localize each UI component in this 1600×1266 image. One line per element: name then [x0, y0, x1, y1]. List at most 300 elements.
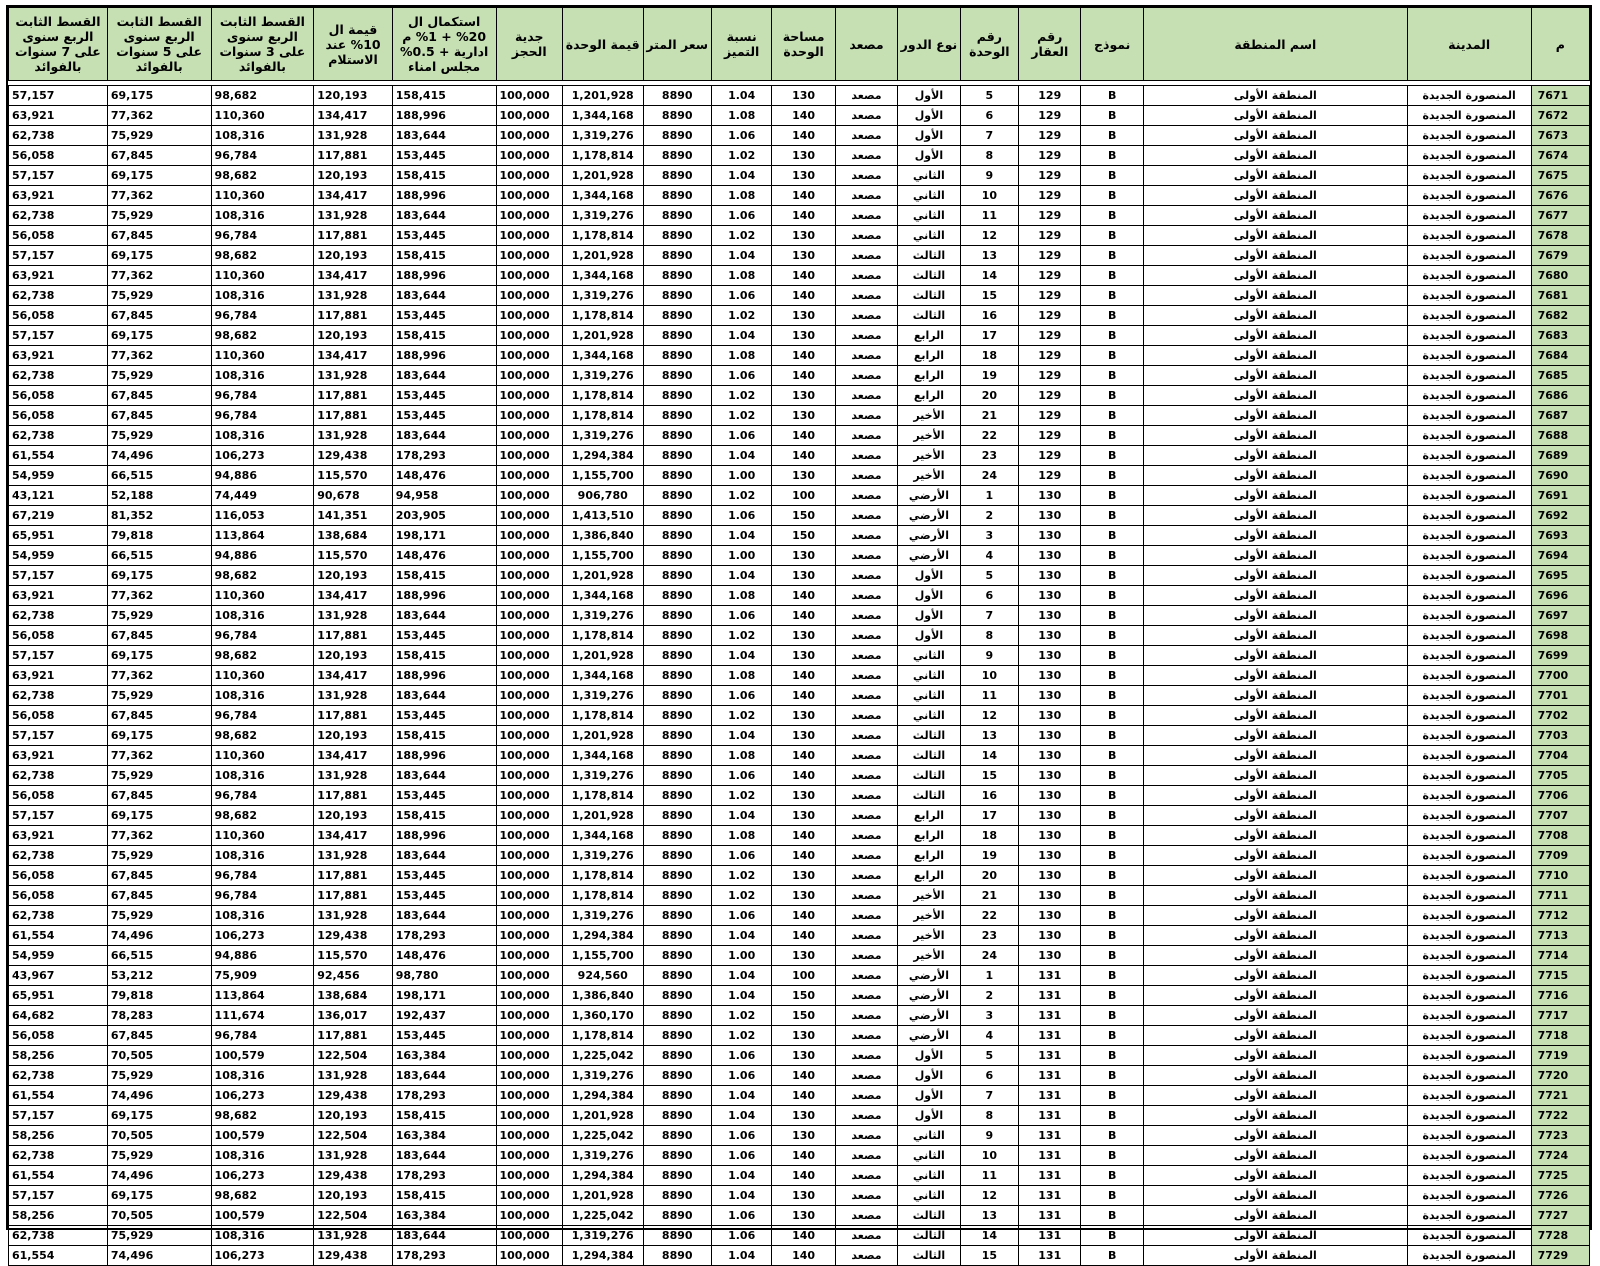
cell-q5: 77,362 [107, 186, 211, 206]
cell-building: 130 [1019, 726, 1081, 746]
cell-model: B [1081, 466, 1143, 486]
cell-handover: 117,881 [314, 306, 393, 326]
cell-floor: الثاني [898, 706, 960, 726]
cell-model: B [1081, 266, 1143, 286]
cell-q5: 74,496 [107, 926, 211, 946]
cell-premium: 1.06 [711, 1046, 771, 1066]
cell-deposit: 100,000 [496, 246, 562, 266]
cell-floor: الثالث [898, 1246, 960, 1266]
cell-building: 131 [1019, 1046, 1081, 1066]
cell-unit-value: 906,780 [562, 486, 643, 506]
cell-unit-value: 1,319,276 [562, 846, 643, 866]
cell-elevator: مصعد [835, 586, 897, 606]
cell-handover: 117,881 [314, 146, 393, 166]
cell-floor: الأول [898, 1086, 960, 1106]
cell-unit: 16 [960, 306, 1018, 326]
cell-q5: 67,845 [107, 146, 211, 166]
cell-handover: 138,684 [314, 986, 393, 1006]
cell-q3: 94,886 [211, 946, 314, 966]
cell-area: 140 [772, 746, 835, 766]
table-row [9, 406, 1590, 426]
cell-building: 129 [1019, 446, 1081, 466]
cell-handover: 120,193 [314, 86, 393, 106]
cell-building: 129 [1019, 406, 1081, 426]
cell-deposit: 100,000 [496, 706, 562, 726]
cell-price-m: 8890 [643, 606, 711, 626]
cell-completion: 183,644 [392, 1066, 496, 1086]
cell-price-m: 8890 [643, 566, 711, 586]
cell-model: B [1081, 806, 1143, 826]
cell-q7: 62,738 [9, 766, 108, 786]
cell-completion: 188,996 [392, 666, 496, 686]
cell-unit: 13 [960, 1206, 1018, 1226]
cell-price-m: 8890 [643, 406, 711, 426]
price-sheet [6, 5, 1592, 1262]
cell-unit-value: 1,155,700 [562, 946, 643, 966]
cell-building: 130 [1019, 866, 1081, 886]
cell-floor: الثالث [898, 1206, 960, 1226]
cell-unit-value: 1,413,510 [562, 506, 643, 526]
cell-unit: 24 [960, 466, 1018, 486]
cell-unit: 2 [960, 506, 1018, 526]
cell-floor: الأرضي [898, 486, 960, 506]
cell-q7: 62,738 [9, 906, 108, 926]
cell-handover: 134,417 [314, 586, 393, 606]
cell-q7: 56,058 [9, 386, 108, 406]
cell-zone: المنطقة الأولى [1143, 606, 1407, 626]
cell-elevator: مصعد [835, 386, 897, 406]
cell-premium: 1.06 [711, 906, 771, 926]
cell-unit: 9 [960, 646, 1018, 666]
cell-q5: 77,362 [107, 826, 211, 846]
header-completion: استكمال ال 20% + 1% م ادارية + 0.5% مجلس امناء [392, 8, 496, 81]
cell-q3: 110,360 [211, 586, 314, 606]
cell-floor: الأرضي [898, 966, 960, 986]
cell-zone: المنطقة الأولى [1143, 586, 1407, 606]
cell-zone: المنطقة الأولى [1143, 186, 1407, 206]
cell-id: 7727 [1531, 1206, 1589, 1226]
cell-deposit: 100,000 [496, 826, 562, 846]
cell-completion: 153,445 [392, 786, 496, 806]
cell-elevator: مصعد [835, 606, 897, 626]
cell-handover: 120,193 [314, 1186, 393, 1206]
cell-floor: الأرضي [898, 1026, 960, 1046]
cell-city: المنصورة الجديدة [1407, 806, 1531, 826]
cell-unit-value: 1,344,168 [562, 826, 643, 846]
cell-deposit: 100,000 [496, 1026, 562, 1046]
cell-elevator: مصعد [835, 1146, 897, 1166]
cell-q5: 75,929 [107, 206, 211, 226]
cell-unit-value: 1,319,276 [562, 206, 643, 226]
cell-model: B [1081, 1226, 1143, 1246]
cell-price-m: 8890 [643, 206, 711, 226]
cell-unit: 16 [960, 786, 1018, 806]
cell-city: المنصورة الجديدة [1407, 226, 1531, 246]
cell-elevator: مصعد [835, 1126, 897, 1146]
cell-area: 130 [772, 726, 835, 746]
cell-model: B [1081, 666, 1143, 686]
cell-unit: 7 [960, 126, 1018, 146]
cell-city: المنصورة الجديدة [1407, 666, 1531, 686]
cell-building: 129 [1019, 286, 1081, 306]
cell-area: 140 [772, 1226, 835, 1246]
cell-elevator: مصعد [835, 526, 897, 546]
cell-handover: 117,881 [314, 626, 393, 646]
cell-zone: المنطقة الأولى [1143, 1246, 1407, 1266]
cell-city: المنصورة الجديدة [1407, 446, 1531, 466]
cell-q5: 69,175 [107, 166, 211, 186]
cell-zone: المنطقة الأولى [1143, 646, 1407, 666]
header-unit: رقم الوحدة [960, 8, 1018, 81]
cell-q7: 57,157 [9, 1106, 108, 1126]
cell-q5: 77,362 [107, 746, 211, 766]
cell-city: المنصورة الجديدة [1407, 86, 1531, 106]
cell-q3: 116,053 [211, 506, 314, 526]
cell-price-m: 8890 [643, 226, 711, 246]
cell-handover: 129,438 [314, 446, 393, 466]
cell-q7: 56,058 [9, 866, 108, 886]
cell-q7: 67,219 [9, 506, 108, 526]
cell-unit: 17 [960, 806, 1018, 826]
cell-premium: 1.06 [711, 846, 771, 866]
cell-handover: 129,438 [314, 926, 393, 946]
cell-price-m: 8890 [643, 1226, 711, 1246]
cell-building: 129 [1019, 466, 1081, 486]
cell-city: المنصورة الجديدة [1407, 166, 1531, 186]
table-row [9, 1126, 1590, 1146]
cell-id: 7675 [1531, 166, 1589, 186]
cell-id: 7673 [1531, 126, 1589, 146]
table-row [9, 266, 1590, 286]
cell-id: 7686 [1531, 386, 1589, 406]
table-row [9, 906, 1590, 926]
cell-unit-value: 1,178,814 [562, 706, 643, 726]
cell-q5: 52,188 [107, 486, 211, 506]
cell-building: 131 [1019, 1226, 1081, 1246]
cell-price-m: 8890 [643, 966, 711, 986]
cell-premium: 1.08 [711, 666, 771, 686]
cell-price-m: 8890 [643, 726, 711, 746]
cell-unit-value: 1,294,384 [562, 1246, 643, 1266]
cell-handover: 122,504 [314, 1206, 393, 1226]
cell-unit: 6 [960, 1066, 1018, 1086]
table-row [9, 706, 1590, 726]
header-building: رقم العقار [1019, 8, 1081, 81]
cell-unit-value: 1,386,840 [562, 526, 643, 546]
cell-unit-value: 1,319,276 [562, 366, 643, 386]
cell-completion: 158,415 [392, 326, 496, 346]
cell-area: 130 [772, 866, 835, 886]
cell-building: 130 [1019, 566, 1081, 586]
cell-building: 131 [1019, 1106, 1081, 1126]
cell-zone: المنطقة الأولى [1143, 506, 1407, 526]
cell-q5: 69,175 [107, 646, 211, 666]
cell-model: B [1081, 626, 1143, 646]
cell-unit: 11 [960, 1166, 1018, 1186]
cell-elevator: مصعد [835, 866, 897, 886]
table-row [9, 846, 1590, 866]
cell-model: B [1081, 746, 1143, 766]
cell-elevator: مصعد [835, 126, 897, 146]
header-price-m: سعر المتر [643, 8, 711, 81]
cell-deposit: 100,000 [496, 166, 562, 186]
table-row [9, 386, 1590, 406]
cell-id: 7702 [1531, 706, 1589, 726]
cell-city: المنصورة الجديدة [1407, 386, 1531, 406]
cell-completion: 188,996 [392, 186, 496, 206]
table-header [9, 8, 1590, 81]
cell-completion: 188,996 [392, 826, 496, 846]
cell-floor: الثاني [898, 1166, 960, 1186]
cell-id: 7725 [1531, 1166, 1589, 1186]
cell-id: 7681 [1531, 286, 1589, 306]
cell-premium: 1.04 [711, 246, 771, 266]
cell-handover: 131,928 [314, 1226, 393, 1246]
cell-unit: 15 [960, 766, 1018, 786]
cell-q5: 66,515 [107, 546, 211, 566]
cell-zone: المنطقة الأولى [1143, 626, 1407, 646]
cell-floor: الأول [898, 86, 960, 106]
cell-q3: 94,886 [211, 546, 314, 566]
header-q3: القسط الثابت الربع سنوى على 3 سنوات بالفوائد [211, 8, 314, 81]
cell-building: 129 [1019, 166, 1081, 186]
cell-unit: 1 [960, 966, 1018, 986]
cell-unit: 19 [960, 366, 1018, 386]
cell-id: 7674 [1531, 146, 1589, 166]
cell-price-m: 8890 [643, 426, 711, 446]
cell-zone: المنطقة الأولى [1143, 146, 1407, 166]
cell-completion: 158,415 [392, 806, 496, 826]
cell-city: المنصورة الجديدة [1407, 566, 1531, 586]
cell-price-m: 8890 [643, 346, 711, 366]
cell-q7: 56,058 [9, 226, 108, 246]
cell-model: B [1081, 406, 1143, 426]
cell-handover: 138,684 [314, 526, 393, 546]
cell-floor: الثاني [898, 1146, 960, 1166]
cell-elevator: مصعد [835, 1206, 897, 1226]
cell-unit: 23 [960, 926, 1018, 946]
cell-unit: 6 [960, 586, 1018, 606]
cell-area: 140 [772, 1246, 835, 1266]
cell-model: B [1081, 1246, 1143, 1266]
cell-floor: الأرضي [898, 506, 960, 526]
cell-premium: 1.04 [711, 926, 771, 946]
cell-unit-value: 1,344,168 [562, 106, 643, 126]
cell-q5: 69,175 [107, 1186, 211, 1206]
cell-building: 131 [1019, 1166, 1081, 1186]
table-row [9, 1086, 1590, 1106]
cell-deposit: 100,000 [496, 546, 562, 566]
cell-id: 7726 [1531, 1186, 1589, 1206]
cell-unit: 12 [960, 706, 1018, 726]
cell-premium: 1.06 [711, 1206, 771, 1226]
cell-q7: 57,157 [9, 566, 108, 586]
cell-unit-value: 1,319,276 [562, 906, 643, 926]
cell-price-m: 8890 [643, 766, 711, 786]
cell-city: المنصورة الجديدة [1407, 106, 1531, 126]
cell-area: 150 [772, 506, 835, 526]
cell-id: 7679 [1531, 246, 1589, 266]
cell-id: 7724 [1531, 1146, 1589, 1166]
cell-model: B [1081, 1126, 1143, 1146]
cell-handover: 120,193 [314, 806, 393, 826]
cell-area: 130 [772, 1106, 835, 1126]
cell-zone: المنطقة الأولى [1143, 406, 1407, 426]
cell-elevator: مصعد [835, 246, 897, 266]
cell-deposit: 100,000 [496, 326, 562, 346]
cell-price-m: 8890 [643, 1246, 711, 1266]
cell-unit: 14 [960, 1226, 1018, 1246]
cell-deposit: 100,000 [496, 566, 562, 586]
cell-premium: 1.02 [711, 1006, 771, 1026]
cell-q3: 100,579 [211, 1046, 314, 1066]
cell-area: 130 [772, 406, 835, 426]
header-id: م [1531, 8, 1589, 81]
cell-elevator: مصعد [835, 566, 897, 586]
cell-zone: المنطقة الأولى [1143, 826, 1407, 846]
cell-premium: 1.04 [711, 726, 771, 746]
cell-area: 150 [772, 1006, 835, 1026]
cell-id: 7705 [1531, 766, 1589, 786]
cell-unit-value: 1,294,384 [562, 1166, 643, 1186]
cell-elevator: مصعد [835, 546, 897, 566]
cell-building: 129 [1019, 126, 1081, 146]
cell-deposit: 100,000 [496, 646, 562, 666]
table-row [9, 186, 1590, 206]
cell-zone: المنطقة الأولى [1143, 766, 1407, 786]
cell-premium: 1.06 [711, 606, 771, 626]
cell-deposit: 100,000 [496, 606, 562, 626]
cell-price-m: 8890 [643, 866, 711, 886]
cell-premium: 1.02 [711, 866, 771, 886]
cell-zone: المنطقة الأولى [1143, 326, 1407, 346]
cell-handover: 117,881 [314, 1026, 393, 1046]
cell-building: 131 [1019, 1086, 1081, 1106]
cell-model: B [1081, 86, 1143, 106]
cell-unit-value: 1,178,814 [562, 886, 643, 906]
cell-completion: 178,293 [392, 926, 496, 946]
cell-handover: 134,417 [314, 266, 393, 286]
cell-floor: الرابع [898, 386, 960, 406]
table-row [9, 1106, 1590, 1126]
cell-area: 140 [772, 106, 835, 126]
cell-zone: المنطقة الأولى [1143, 946, 1407, 966]
cell-completion: 148,476 [392, 466, 496, 486]
cell-elevator: مصعد [835, 906, 897, 926]
cell-building: 129 [1019, 246, 1081, 266]
cell-completion: 148,476 [392, 546, 496, 566]
cell-price-m: 8890 [643, 1026, 711, 1046]
cell-area: 130 [772, 86, 835, 106]
cell-area: 140 [772, 206, 835, 226]
cell-price-m: 8890 [643, 986, 711, 1006]
cell-price-m: 8890 [643, 686, 711, 706]
cell-id: 7696 [1531, 586, 1589, 606]
cell-premium: 1.04 [711, 166, 771, 186]
cell-price-m: 8890 [643, 826, 711, 846]
table-row [9, 466, 1590, 486]
cell-id: 7713 [1531, 926, 1589, 946]
cell-elevator: مصعد [835, 926, 897, 946]
cell-q7: 57,157 [9, 166, 108, 186]
cell-completion: 183,644 [392, 606, 496, 626]
cell-building: 130 [1019, 686, 1081, 706]
cell-floor: الأخير [898, 426, 960, 446]
cell-floor: الثالث [898, 266, 960, 286]
cell-q7: 63,921 [9, 826, 108, 846]
cell-unit-value: 1,344,168 [562, 746, 643, 766]
cell-price-m: 8890 [643, 746, 711, 766]
cell-model: B [1081, 766, 1143, 786]
cell-deposit: 100,000 [496, 306, 562, 326]
cell-id: 7711 [1531, 886, 1589, 906]
cell-city: المنصورة الجديدة [1407, 626, 1531, 646]
cell-completion: 163,384 [392, 1126, 496, 1146]
cell-price-m: 8890 [643, 926, 711, 946]
cell-area: 130 [772, 166, 835, 186]
cell-q5: 70,505 [107, 1206, 211, 1226]
cell-city: المنصورة الجديدة [1407, 146, 1531, 166]
cell-q3: 98,682 [211, 326, 314, 346]
cell-price-m: 8890 [643, 1126, 711, 1146]
cell-premium: 1.06 [711, 1146, 771, 1166]
cell-city: المنصورة الجديدة [1407, 1226, 1531, 1246]
cell-zone: المنطقة الأولى [1143, 1226, 1407, 1246]
cell-zone: المنطقة الأولى [1143, 966, 1407, 986]
cell-q5: 75,929 [107, 846, 211, 866]
cell-q5: 79,818 [107, 526, 211, 546]
cell-q5: 75,929 [107, 126, 211, 146]
cell-q5: 69,175 [107, 1106, 211, 1126]
cell-unit-value: 1,201,928 [562, 566, 643, 586]
cell-price-m: 8890 [643, 166, 711, 186]
cell-deposit: 100,000 [496, 286, 562, 306]
cell-city: المنصورة الجديدة [1407, 586, 1531, 606]
cell-elevator: مصعد [835, 146, 897, 166]
table-row [9, 426, 1590, 446]
cell-id: 7723 [1531, 1126, 1589, 1146]
cell-q5: 66,515 [107, 946, 211, 966]
cell-id: 7714 [1531, 946, 1589, 966]
cell-q3: 108,316 [211, 286, 314, 306]
cell-model: B [1081, 346, 1143, 366]
cell-unit-value: 1,294,384 [562, 446, 643, 466]
cell-city: المنصورة الجديدة [1407, 346, 1531, 366]
cell-premium: 1.04 [711, 646, 771, 666]
cell-handover: 131,928 [314, 906, 393, 926]
cell-completion: 158,415 [392, 86, 496, 106]
cell-deposit: 100,000 [496, 226, 562, 246]
cell-q7: 56,058 [9, 1026, 108, 1046]
cell-q5: 77,362 [107, 106, 211, 126]
cell-zone: المنطقة الأولى [1143, 846, 1407, 866]
cell-city: المنصورة الجديدة [1407, 1086, 1531, 1106]
cell-completion: 183,644 [392, 286, 496, 306]
cell-completion: 178,293 [392, 1086, 496, 1106]
cell-q7: 64,682 [9, 1006, 108, 1026]
cell-city: المنصورة الجديدة [1407, 646, 1531, 666]
cell-city: المنصورة الجديدة [1407, 686, 1531, 706]
cell-area: 140 [772, 126, 835, 146]
cell-handover: 134,417 [314, 826, 393, 846]
cell-q3: 106,273 [211, 446, 314, 466]
cell-q5: 66,515 [107, 466, 211, 486]
cell-id: 7693 [1531, 526, 1589, 546]
table-row [9, 146, 1590, 166]
cell-deposit: 100,000 [496, 1086, 562, 1106]
header-deposit: جدية الحجز [496, 8, 562, 81]
cell-q7: 63,921 [9, 586, 108, 606]
